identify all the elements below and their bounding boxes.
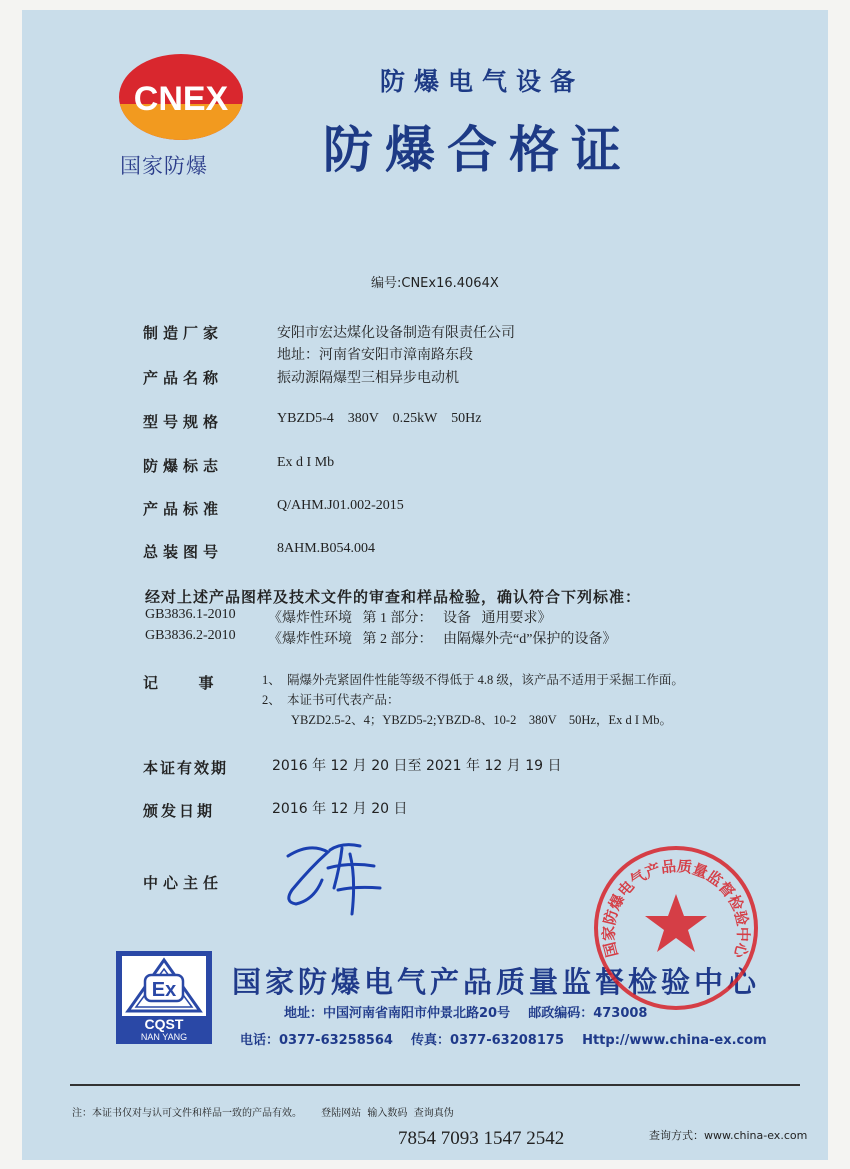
standard-code-2: GB3836.2-2010 — [145, 628, 236, 643]
badge-ex-text: Ex — [151, 979, 177, 1001]
signature — [270, 828, 410, 928]
super-title: 防爆电气设备 — [380, 67, 585, 96]
field-value-manufacturer: 安阳市宏达煤化设备制造有限责任公司 — [277, 326, 515, 341]
seal-text: 国家防爆电气产品质量监督检验中心 — [599, 857, 753, 961]
issuer-contact: 电话：0377-63258564 传真：0377-63208175 Http://www.china-ex.com — [240, 1033, 767, 1048]
issuer-address: 地址：中国河南省南阳市仲景北路20号 邮政编码：473008 — [284, 1006, 648, 1021]
footer-note: 注：本证书仅对与认可文件和样品一致的产品有效。 登陆网站 输入数码 查询真伪 — [72, 1108, 454, 1119]
note-item-1: 1、 隔爆外壳紧固件性能等级不得低于 4.8 级，该产品不适用于采掘工作面。 — [262, 673, 684, 687]
cqst-badge — [116, 951, 212, 1044]
cnex-logo — [117, 52, 245, 142]
notes-label: 记 事 — [143, 674, 224, 692]
field-value-product-name: 振动源隔爆型三相异步电动机 — [277, 371, 459, 386]
issuer-name: 国家防爆电气产品质量监督检验中心 — [232, 965, 761, 999]
issue-date-value: 2016 年 12 月 20 日 — [272, 801, 408, 817]
query-method: 查询方式：www.china-ex.com — [649, 1129, 808, 1142]
certificate-number: 编号:CNEx16.4064X — [371, 276, 499, 291]
note-item-2: 2、 本证书可代表产品： — [262, 693, 400, 707]
field-label-ex-marking: 防爆标志 — [143, 457, 224, 475]
conformity-statement: 经对上述产品图样及技术文件的审查和样品检验，确认符合下列标准： — [145, 588, 642, 606]
director-label: 中心主任 — [143, 874, 224, 892]
standard-code-1: GB3836.1-2010 — [145, 607, 236, 622]
validity-label: 本证有效期 — [143, 759, 229, 777]
field-value-model: YBZD5-4 380V 0.25kW 50Hz — [277, 411, 482, 426]
validity-value: 2016 年 12 月 20 日至 2021 年 12 月 19 日 — [272, 758, 562, 774]
badge-cqst-text: CQST — [144, 1016, 184, 1032]
serial-number: 7854 7093 1547 2542 — [398, 1128, 565, 1149]
standard-name-2: 《爆炸性环境 第 2 部分： 由隔爆外壳“d”保护的设备》 — [268, 632, 617, 647]
note-item-3: YBZD2.5-2、4；YBZD5-2;YBZD-8、10-2 380V 50Hz，Ex d I Mb。 — [291, 713, 672, 727]
badge-city-text: NAN YANG — [140, 1032, 188, 1042]
field-label-manufacturer: 制造厂家 — [143, 324, 224, 342]
logo-text: CNEX — [133, 80, 229, 118]
field-label-drawing-no: 总装图号 — [143, 543, 224, 561]
issue-date-label: 颁发日期 — [143, 802, 216, 820]
logo-label: 国家防爆 — [120, 154, 208, 178]
footer-divider — [70, 1084, 800, 1086]
field-label-model: 型号规格 — [143, 413, 224, 431]
standard-name-1: 《爆炸性环境 第 1 部分： 设备 通用要求》 — [268, 611, 552, 626]
field-value-address: 地址：河南省安阳市漳南路东段 — [277, 348, 473, 363]
page-title: 防爆合格证 — [323, 121, 633, 179]
field-label-standard: 产品标准 — [143, 500, 224, 518]
field-label-product-name: 产品名称 — [143, 369, 224, 387]
field-value-drawing-no: 8AHM.B054.004 — [277, 541, 376, 556]
field-value-standard: Q/AHM.J01.002-2015 — [277, 498, 404, 513]
official-seal — [590, 842, 762, 1014]
field-value-ex-marking: Ex d I Mb — [277, 455, 335, 470]
